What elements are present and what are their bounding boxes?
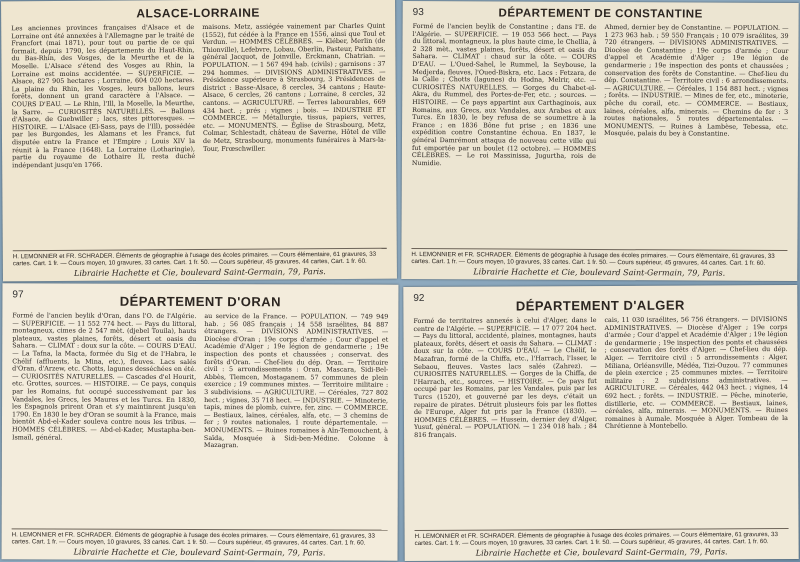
card-body	[11, 23, 386, 170]
card-title: ALSACE-LORRAINE	[136, 5, 260, 21]
card-constantine	[401, 1, 798, 281]
card-body	[12, 312, 388, 450]
footer-text: H. LEMONNIER et FR. SCHRADER. Éléments de géographie à l'usage des écoles primaires. — Cours élémentaire, 61 gravures, 33 cartes. Cart. 1 fr. — Cours moyen, 10 gravures, 33 cartes. Cart. 1 fr. 50. — Cours supérieur, 45 gravures, 44 cartes. Cart. 1 fr. 60.	[11, 531, 375, 547]
card-number: 93	[412, 7, 424, 19]
card-footer	[12, 528, 388, 557]
card-footer	[13, 247, 387, 277]
card-number: 92	[413, 292, 425, 304]
card-title: DÉPARTEMENT DE CONSTANTINE	[498, 7, 703, 21]
card-column-right: Ahmed, dernier bey de Constantine. — POPULATION. — 1 273 963 hab. ; 59 550 Français ; 10 079 israélites, 39 720 étrangers. — DIVISIONS ADMINISTRATIVES. — Diocèse de Constantine ; 19e corps d'armée ; Cour d'appel et Académie d'Alger ; 19e légion de gendarmerie ; 19e inspection des ponts et chaussées ; conservation des forêts de Constantine. — Chef-lieu du dép. Constantine. — Territoire civil : 6 arrondissements. — AGRICULTURE. — Céréales, 1 154 881 hect. ; vignes ; forêts. — INDUSTRIE. — Mines de fer, etc., minoterie, pêche du corail, etc. — COMMERCE. — Bestiaux, laines, céréales, alfa, minerais. — Chemins de fer : 3 routes nationales, 5 routes départementales. — MONUMENTS. — Ruines à Lambèse, Tebessa, etc. Mosquée, palais du bey à Constantine.	[604, 23, 789, 138]
publisher-line: Librairie Hachette et Cie, boulevard Saint-Germain, 79, Paris.	[73, 266, 326, 278]
card-column-left: Formé de l'ancien beylik de Constantine ; dans l'E. de l'Algérie. — SUPERFICIE. — 19 053 566 hect. — Pays du littoral, montagneux, la plus haute cime, le Chellia, à 2 328 mèt., vastes plaines, forêts, désert et oasis du Sahara. — CLIMAT : chaud sur la côte. — COURS D'EAU. — L'Oued-Sahel, le Rummel, la Seybouse, la Medjerda, fleuves, l'Oued-Biskra, etc. Lacs : Fetzara, de la Calle ; Chotts (lagunes) du Hodna, Melrir, etc. — CURIOSITÉS NATURELLES. — Gorges du Chabet-el-Akra, du Rummel, des Portes-de-Fer, etc. ; sources. — HISTOIRE. — Ce pays appartint aux Carthaginois, aux Romains, aux Grecs, aux Vandales, aux Arabes et aux Turcs. En 1830, le bey refusa de se soumettre à la France ; en 1836 Bône fut prise ; en 1836 une expédition contre Constantine échoua. En 1837, le général Damrémont attaqua de nouveau cette ville qui fut emportée par un boulet (12 octobre). — HOMMES CÉLÈBRES. — Le roi Massinissa, Jugurtha, rois de Numidie.	[411, 22, 597, 167]
publisher-line: Librairie Hachette et Cie, boulevard Saint-Germain, 79, Paris.	[73, 547, 326, 558]
publisher-line: Librairie Hachette et Cie, boulevard Saint-Germain, 79, Paris.	[473, 266, 726, 278]
card-column-right: cais, 11 030 israélites, 56 756 étrangers. — DIVISIONS ADMINISTRATIVES. — Diocèse d'Alger ; 19e corps d'armée ; Cour d'appel et Académie d'Alger ; 19e légion de gendarmerie ; 19e inspection des ponts et chaussées ; conservation des forêts d'Alger. — Chef-lieu du dép. Alger. — Territoire civil : 5 arrondissements : Alger, Miliana, Orléansville, Médéa, Tizi-Ouzou. 77 communes de plein exercice ; 25 communes mixtes. — Territoire militaire : 2 subdivisions administratives. — AGRICULTURE. — Céréales, 442 043 hect. ; vignes, 14 692 hect. ; forêts. — INDUSTRIE. — Pêche, minoterie, distillerie, etc. — COMMERCE. — Bestiaux, laines, céréales, alfa, minerais. — MONUMENTS. — Ruines romaines à Aumale. Mosquée à Alger. Tombeau de la Chrétienne à Montebello.	[604, 315, 788, 431]
card-oran	[2, 283, 399, 560]
card-column-left: Formé de territoires annexés à celui d'Alger, dans le centre de l'Algérie. — SUPERFICIE. — 17 077 204 hect. — Pays du littoral, accidenté, plaines, montagnes, hauts plateaux, forêts, désert et oasis du Sahara. — CLIMAT : doux sur la côte. — COURS D'EAU. — Le Chélif, le Mazafran, formé de la Chiffa, etc., l'Harrach, l'Isser, le Sebaou, fleuves. Vastes lacs salés (Zahrez). — CURIOSITÉS NATURELLES. — Gorges de la Chiffa, de l'Harrach, etc., sources. — HISTOIRE. — Ce pays fut occupé par les Romains, par les Vandales, puis par les Turcs (1520), et gouverné par les deys, c'était un repaire de pirates. Détruit plusieurs fois par les flottes de l'Europe, Alger fut pris par la France (1830). — HOMMES CÉLÈBRES. — Hussein, dernier dey d'Alger, Yusuf, général. — POPULATION. — 1 234 018 hab. ; 84 816 français.	[413, 316, 598, 439]
card-alger	[403, 285, 798, 561]
footer-text: H. LEMONNIER et FR. SCHRADER. Éléments de géographie à l'usage des écoles primaires. — Cours élémentaire, 61 gravures, 33 cartes. Cart. 1 fr. — Cours moyen, 10 gravures, 33 cartes. Cart. 1 fr. 50. — Cours supérieur, 45 gravures, 44 cartes, Cart. 1 fr. 60.	[12, 250, 377, 268]
card-footer	[411, 248, 787, 277]
publisher-line: Librairie Hachette et Cie, boulevard Saint-Germain, 79, Paris.	[475, 546, 728, 558]
card-footer	[415, 528, 789, 557]
card-column-right: au service de la France. — POPULATION. — 749 949 hab. ; 56 085 français ; 14 558 israélites, 84 887 étrangers. — DIVISIONS ADMINISTRATIVES. — Diocèse d'Oran ; 19e corps d'armée ; Cour d'appel et Académie d'Alger ; 19e légion de gendarmerie ; 19e inspection des ponts et chaussées ; conservat. des forêts d'Oran. — Chef-lieu du dép. Oran. — Territoire civil : 5 arrondissements : Oran, Mascara, Sidi-Bel-Abbès, Tlemcen, Mostaganem. 57 communes de plein exercice ; 19 communes mixtes. — Territoire militaire : 3 subdivisions. — AGRICULTURE. — Céréales, 727 802 hect. ; vignes, 35 718 hect. — INDUSTRIE. — Minoterie, tapis, mines de plomb, cuivre, fer, zinc. — COMMERCE. — Bestiaux, laines, céréales, alfa, etc. — 3 chemins de fer ; 9 routes nationales, 1 route départementale. — MONUMENTS. — Ruines romaines à Aïn-Temouchent, à Saïda, Mosquée à Sidi-ben-Médine. Colonne à Mazagran.	[203, 312, 389, 450]
card-title: DÉPARTEMENT D'ORAN	[119, 293, 282, 310]
card-alsace-lorraine	[1, 0, 397, 281]
card-body	[412, 23, 789, 169]
card-column-left: Formé de l'ancien beylik d'Oran, dans l'O. de l'Algérie. — SUPERFICIE. — 11 552 774 hect. — Pays du littoral, montagneux, cimes de 2 547 mèt. (djebel Touila), hauts plateaux, vastes plaines, forêts, désert et oasis du Sahara. — CLIMAT : doux sur la côte. — COURS D'EAU. — La Tafna, la Macta, formée du Sig et de l'Habra, le Chélif (affluents, la Mina, etc.), fleuves. Lacs salés d'Oran, d'Arzew, etc. Chotts, lagunes desséchées en été. — CURIOSITÉS NATURELLES. — Cascades d'el Hourit, etc. Grottes, sources. — HISTOIRE. — Ce pays, conquis par les Romains, fut occupé successivement par les Vandales, les Grecs, les Maures et les Turcs. En 1830, les Espagnols prirent Oran et s'y maintinrent jusqu'en 1790. En 1830 le bey d'Oran se soumit à la France, mais bientôt Abd-el-Kader souleva contre nous les tribus. — HOMMES CÉLÈBRES. — Abd-el-Kader, Mustapha-ben-Ismaïl, général.	[11, 311, 197, 442]
card-column-right: maisons. Metz, assiégée vainement par Charles Quint (1552), fut cédée à la France en 1556, ainsi que Toul et Verdun. — HOMMES CÉLÈBRES. — Kléber, Merlin (de Thionville), Lefebvre, Lobau, Oberlin, Pasteur, Paixhans, général Jacquot, de Joinville, Erckmann, Chatrian. — POPULATION. — 1 567 494 hab. (civils) ; garnisons : 37 294 hommes. — DIVISIONS ADMINISTRATIVES. — Présidence supérieure à Strasbourg, 3 Présidences de district : Basse-Alsace, 8 cercles, 34 cantons ; Haute-Alsace, 6 cercles, 26 cantons ; Lorraine, 8 cercles, 32 cantons. — AGRICULTURE. — Terres labourables, 669 434 hect. ; prés ; vignes ; bois. — INDUSTRIE ET COMMERCE. — Métallurgie, tissus, papiers, verres, etc. — MONUMENTS. — Église de Strasbourg, Metz, Colmar, Schlestadt, château de Saverne, Hôtel de ville de Metz, Strasbourg, monuments funéraires à Mars-la-Tour, Frœschwiller.	[202, 21, 387, 153]
footer-text: H. LEMONNIER et FR. SCHRADER. Éléments de géographie à l'usage des écoles primaires. — Cours élémentaire, 61 gravures, 33 cartes. Cart. 1 fr. — Cours moyen, 10 gravures, 33 cartes. Cart. 1 fr. 50. — Cours supérieur, 45 gravures, 44 cartes. Cart. 1 fr. 60.	[411, 250, 775, 268]
card-column-left: Les anciennes provinces françaises d'Alsace et de Lorraine ont été annexées à l'Allemagne par le traité de Francfort (mai 1871), pour tout ou partie de ce qui formait, depuis 1790, les départements du Haut-Rhin, du Bas-Rhin, des Vosges, de la Meurthe et de la Moselle. L'Alsace s'étend des Vosges au Rhin, la Lorraine est moins accidentée. — SUPERFICIE. — Alsace, 827 905 hectares ; Lorraine, 604 020 hectares. La plaine du Rhin, les Vosges, leurs ballons, leurs forêts, donnent un grand caractère à l'Alsace. — COURS D'EAU. — Le Rhin, l'Ill, la Moselle, la Meurthe, la Sarre. — CURIOSITÉS NATURELLES. — Ballons d'Alsace, de Guebwiller ; lacs, sites pittoresques. — HISTOIRE. — L'Alsace (El-Sass, pays de l'Ill), possédée par les Burgondes, les Alamans et les Francs, fut disputée entre la France et l'Empire ; Louis XIV la réunit à la France (1648). La Lorraine (Lotharingie), partie du royaume de Lothaire II, resta duché indépendant jusqu'en 1766.	[11, 23, 196, 169]
card-number: 97	[12, 289, 24, 301]
card-title: DÉPARTEMENT D'ALGER	[515, 297, 685, 314]
card-body	[413, 316, 788, 439]
footer-text: H. LEMONNIER et FR. SCHRADER. Éléments de géographie à l'usage des écoles primaires. — Cours élémentaire, 61 gravures, 33 cartes. Cart. 1 fr. — Cours moyen, 10 gravures, 33 cartes. Cart. 1 fr. 50. — Cours supérieur, 45 gravures, 44 cartes. Cart. 1 fr. 60.	[414, 530, 778, 548]
